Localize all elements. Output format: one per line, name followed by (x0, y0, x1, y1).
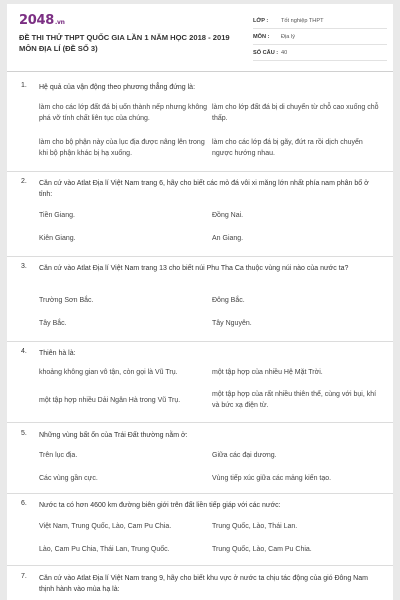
question-text: Những vùng bất ổn của Trái Đất thường nằm ở: (39, 432, 188, 439)
answer-option[interactable]: Giữa các đại dương. (212, 452, 277, 459)
question-divider (7, 493, 393, 494)
question-number: 4. (21, 348, 27, 355)
meta-class-key: LỚP : (253, 17, 269, 24)
answer-option[interactable]: Các vùng gần cực. (39, 475, 98, 482)
question-text: Căn cứ vào Atlat Địa lí Việt Nam trang 9, hãy cho biết khu vực ở nước ta chịu tác động của gió Đông Nam thịnh hành vào mùa hạ là: (39, 575, 368, 593)
question-text: Căn cứ vào Atlat Địa lí Việt Nam trang 6, hãy cho biết các mỏ đá vôi xi măng lớn nhất phía nam phân bố ở tỉnh: (39, 180, 369, 198)
question-text: Nước ta có hơn 4600 km đường biên giới trên đất liền tiếp giáp với các nước: (39, 502, 281, 509)
question-text: Hệ quả của vận động theo phương thẳng đứng là: (39, 84, 196, 91)
question-number: 3. (21, 263, 27, 270)
answer-option[interactable]: làm cho bộ phận này của lục địa được nâng lên trong khi bộ phận khác bị hạ xuống. (39, 139, 205, 157)
answer-option[interactable]: Kiên Giang. (39, 235, 76, 242)
exam-header (7, 4, 393, 72)
answer-option[interactable]: Việt Nam, Trung Quốc, Lào, Cam Pu Chia. (39, 523, 172, 530)
answer-option[interactable]: Trung Quốc, Lào, Cam Pu Chia. (212, 546, 312, 553)
answer-option[interactable]: Lào, Cam Pu Chia, Thái Lan, Trung Quốc. (39, 546, 170, 553)
answer-option[interactable]: làm cho các lớp đá bị gãy, đứt ra rồi dịch chuyển ngược hướng nhau. (212, 139, 363, 157)
answer-option[interactable]: Tây Nguyên. (212, 320, 252, 327)
question-divider (7, 341, 393, 342)
question-text: Thiên hà là: (39, 350, 76, 357)
question-divider (7, 422, 393, 423)
meta-subject-key: MÔN : (253, 33, 270, 40)
question-divider (7, 256, 393, 257)
answer-option[interactable]: một tập hợp của rất nhiều thiên thể, cùng với bụi, khí và bức xạ điện từ. (212, 391, 377, 409)
answer-option[interactable]: Trường Sơn Bắc. (39, 297, 94, 304)
meta-count-value: 40 (281, 49, 288, 56)
answer-option[interactable]: An Giang. (212, 235, 244, 242)
answer-option[interactable]: một tập hợp của nhiều Hệ Mặt Trời. (212, 369, 323, 376)
answer-option[interactable]: Vùng tiếp xúc giữa các mảng kiến tạo. (212, 475, 332, 482)
meta-class-value: Tốt nghiệp THPT (281, 17, 324, 24)
meta-class-row (253, 13, 387, 29)
answer-option[interactable]: Đồng Nai. (212, 212, 244, 219)
site-logo[interactable]: 2048.vn (19, 13, 65, 28)
answer-option[interactable]: Tiền Giang. (39, 212, 75, 219)
question-divider (7, 565, 393, 566)
question-text: Căn cứ vào Atlat Địa lí Việt Nam trang 13 cho biết núi Phu Tha Ca thuộc vùng núi nào của nước ta? (39, 265, 349, 272)
meta-count-key: SỐ CÂU : (253, 49, 279, 56)
question-divider (7, 171, 393, 172)
answer-option[interactable]: Đông Bắc. (212, 297, 245, 304)
answer-option[interactable]: Trên lục địa. (39, 452, 78, 459)
answer-option[interactable]: làm cho lớp đất đá bị di chuyển từ chỗ cao xuống chỗ thấp. (212, 104, 379, 122)
meta-subject-row (253, 29, 387, 45)
answer-option[interactable]: làm cho các lớp đất đá bị uốn thành nếp nhưng không phá vỡ tính chất liên tục của chúng. (39, 104, 208, 122)
question-number: 1. (21, 82, 27, 89)
question-number: 2. (21, 178, 27, 185)
exam-meta (253, 13, 387, 61)
meta-subject-value: Địa lý (281, 33, 295, 40)
meta-count-row (253, 45, 387, 61)
answer-option[interactable]: khoảng không gian vô tận, còn gọi là Vũ Trụ. (39, 369, 178, 376)
question-number: 5. (21, 430, 27, 437)
question-number: 7. (21, 573, 27, 580)
question-number: 6. (21, 500, 27, 507)
answer-option[interactable]: một tập hợp nhiều Dải Ngân Hà trong Vũ Trụ. (39, 397, 181, 404)
exam-title: ĐỀ THI THỬ THPT QUỐC GIA LẦN 1 NĂM HỌC 2018 - 2019 MÔN ĐỊA LÍ (ĐỀ SỐ 3) (19, 33, 230, 53)
answer-option[interactable]: Tây Bắc. (39, 320, 67, 327)
answer-option[interactable]: Trung Quốc, Lào, Thái Lan. (212, 523, 298, 530)
exam-page (7, 4, 393, 600)
